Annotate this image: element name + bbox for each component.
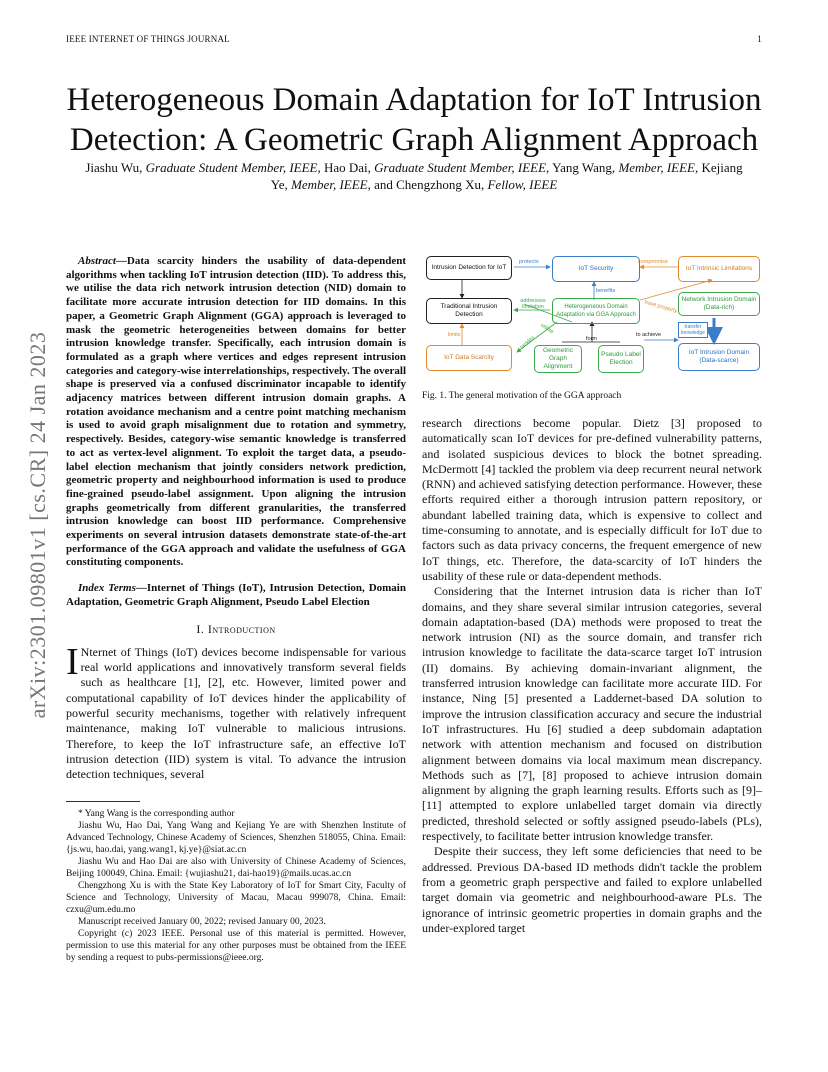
node-hda-gga: Heterogeneous Domain Adaptation via GGA Approach [552, 298, 640, 324]
index-terms [66, 582, 406, 609]
arxiv-sidebar [8, 290, 68, 760]
footnote: Jiashu Wu and Hao Dai are also with University of Chinese Academy of Sciences, Beijing 100049, China. Email: {wujiashu21, dai-hao19}@mails.ucas.ac.cn [66, 856, 406, 879]
paper-title: Heterogeneous Domain Adaptation for IoT Intrusion Detection: A Geometric Graph Alignment Approach [66, 82, 762, 158]
edge-transfer-knowledge: transfer knowledge [678, 322, 708, 338]
node-gga: Geometric Graph Alignment [534, 345, 582, 373]
right-column [422, 416, 762, 936]
abstract-text: —Data scarcity hinders the usability of data-dependent algorithms when tackling IoT intrusion detection (IID). To address this, we utilise the data rich network intrusion detection (NID) domain to facilitate more accurate intrusion detection for IID domains. In this paper, a Geometric Graph Alignment (GGA) approach is leveraged to mask the geometric heterogeneities between domains for better intrusion knowledge transfer. Specifically, each intrusion domain is formulated as a graph where vertices and edges represent intrusion categories and category-wise interrelationships, respectively. The overall shape is preserved via a confused discriminator incapable to identify adjacency matrices between different intrusion domain graphs. A rotation avoidance mechanism and a centre point matching mechanism is used to avoid graph misalignment due to rotation and symmetry, respectively. Besides, category-wise semantic knowledge is transferred to act as vertex-level alignment. To exploit the target data, a pseudo-label election mechanism that jointly considers network prediction, geometric property and neighbourhood information is used to produce fine-grained pseudo-label assignment. Upon aligning the intrusion graphs geometrically from different granularities, the transferred intrusion knowledge can boost IID performance. Comprehensive experiments on several intrusion datasets demonstrate state-of-the-art performance of the GGA approach and validate the usefulness of GGA constituting components. [66, 255, 406, 569]
author-role: Graduate Student Member, IEEE [145, 160, 318, 175]
edge-compromise: compromise [638, 259, 668, 265]
page-number: 1 [757, 34, 762, 44]
right-paragraph-2: Considering that the Internet intrusion data is richer than IoT domains, and they share several similar intrusion categories, several domain adaptation-based (DA) methods were proposed to treat the network intrusion (NI) as the source domain, and transfer rich intrusion knowledge to facilitate the data-scarce target IoT intrusion (II) domains. By achieving domain-invariant alignment, the transferred intrusion knowledge can facilitate more accurate IID. For instance, Ning [5] presented a Laddernet-based DA solution to improve the intrusion classification accuracy and secure the industrial IoT infrastructures. Hu [6] studied a deep subdomain adaptation network with attention mechanism and focused on distribution alignment between domains via local maximum mean discrepancy. Methods such as [7], [8] proposed to achieve intrusion domain alignment by aligning the graph learning results. Efforts such as [9]–[11] attempted to explore unlabelled target domain via directly predicted, threshold selected or softly assigned pseudo-labels (PLs), respectively, to facilitate better intrusion knowledge transfer. [422, 584, 762, 844]
author-name: Chengzhong Xu, [396, 177, 488, 192]
author-name: Yang Wang, [552, 160, 619, 175]
edge-utilise: utilise [539, 322, 555, 336]
author-role: Fellow, IEEE [487, 177, 558, 192]
section-number: I. [196, 621, 208, 636]
author-separator: , [694, 160, 702, 175]
footnote: Manuscript received January 00, 2022; revised January 00, 2023. [78, 916, 326, 927]
author-list [80, 159, 748, 193]
author-role: Member, IEEE [618, 160, 695, 175]
author-role: Graduate Student Member, IEEE [374, 160, 547, 175]
node-iot-intrusion-domain: IoT Intrusion Domain (Data-scarce) [678, 343, 760, 371]
edge-limits: limits [448, 332, 461, 338]
arxiv-identifier: arXiv:2301.09801v1 [cs.CR] 24 Jan 2023 [25, 331, 50, 719]
right-paragraph-3: Despite their success, they left some deficiencies that need to be addressed. Previous DA-based ID methods didn't tackle the problem from a geometric graph perspective and failed to explore unlabelled target domain via geometric and neighbourhood-aware PLs. The ignorance of intrinsic geometric properties in domain graphs and the under-explored target [422, 844, 762, 935]
author-separator: , [546, 160, 553, 175]
author-name: Jiashu Wu, [85, 160, 146, 175]
edge-benefits: benefits [596, 288, 616, 294]
footnote: Jiashu Wu, Hao Dai, Yang Wang and Kejiang Ye are with Shenzhen Institute of Advanced Technology, Chinese Academy of Sciences, Shenzhen 518055, China. Email: {js.wu, hao.dai, yang.wang1, kj.ye}@siat.ac.cn [66, 820, 406, 855]
drop-cap: I [66, 640, 79, 683]
left-column [66, 255, 406, 964]
node-network-intrusion-domain: Network Intrusion Domain (Data-rich) [678, 292, 760, 316]
abstract [66, 255, 406, 570]
intro-paragraph [66, 640, 406, 783]
right-paragraph-1: research directions become popular. Dietz [3] proposed to automatically scan IoT devices for pre-defined vulnerability patterns, and isolated suspicious devices to block the botnet spreading. McDermott [4] tackled the problem via deep recurrent neural network (RNN) and achieved satisfying detection performance. However, these efforts required either a thorough intrusion pattern repository, or abundant labelled training data, which is expensive to collect and time-consuming to annotate, and is especially difficult for IoT due to factors such as data privacy concerns, the frequent emergence of new IoT things, etc. Therefore, the data-scarcity of IoT hinders the usability of these rule or data-dependent methods. [422, 416, 762, 583]
abstract-label: Abstract [78, 255, 116, 267]
node-iot-limitations: IoT Intrinsic Limitations [678, 256, 760, 282]
footnote: Chengzhong Xu is with the State Key Laboratory of IoT for Smart City, Faculty of Science and Technology, University of Macau, Macau 999078, China. Email: czxu@um.edu.mo [66, 880, 406, 915]
node-ple: Pseudo Label Election [598, 345, 644, 373]
footnotes [66, 808, 406, 964]
author-name: Kejiang Ye, [270, 160, 743, 192]
edge-protects: protects [519, 259, 539, 265]
section-heading [66, 622, 406, 637]
index-terms-label: Index Terms [78, 582, 136, 595]
intro-text: Nternet of Things (IoT) devices become indispensable for various real world applications and innovatively transform several fields such as healthcare [1], [2], etc. However, limited power and computational capability of IoT devices hinder the applicability of powerful security mechanisms, together with relatively infrequent maintenance, making IoT vulnerable to malicious intrusions. Therefore, to keep the IoT infrastructure safe, an effective IoT intrusion detection (IID) system is vital. To advance the intrusion detection techniques, several [66, 644, 406, 782]
footnote-rule [66, 801, 140, 802]
footnote: * Yang Wang is the corresponding author [78, 808, 235, 819]
edge-have-property: have property [643, 299, 678, 315]
edge-addresses: addresses limitation [520, 298, 546, 310]
node-iot-data-scarcity: IoT Data Scarcity [426, 345, 512, 371]
author-separator: , and [367, 177, 397, 192]
edge-tackles: tackles [519, 335, 537, 351]
journal-header: IEEE INTERNET OF THINGS JOURNAL [66, 34, 230, 44]
node-traditional-id: Traditional Intrusion Detection [426, 298, 512, 324]
author-separator: , [317, 160, 324, 175]
footnote: Copyright (c) 2023 IEEE. Personal use of this material is permitted. However, permission to use this material for any other purposes must be obtained from the IEEE by sending a request to pubs-permissions@ieee.org. [66, 928, 406, 963]
author-name: Hao Dai, [323, 160, 375, 175]
index-terms-text: —Internet of Things (IoT), Intrusion Detection, Domain Adaptation, Geometric Graph Alignment, Pseudo Label Election [66, 582, 406, 608]
edge-to-achieve: to achieve [636, 332, 662, 338]
node-intrusion-detection-iot: Intrusion Detection for IoT [426, 256, 512, 280]
figure-1 [422, 252, 762, 377]
node-iot-security: IoT Security [552, 256, 640, 282]
figure-caption: Fig. 1. The general motivation of the GGA approach [422, 391, 622, 401]
edge-form: form [586, 336, 597, 342]
section-title: Introduction [207, 621, 276, 636]
author-role: Member, IEEE [291, 177, 368, 192]
